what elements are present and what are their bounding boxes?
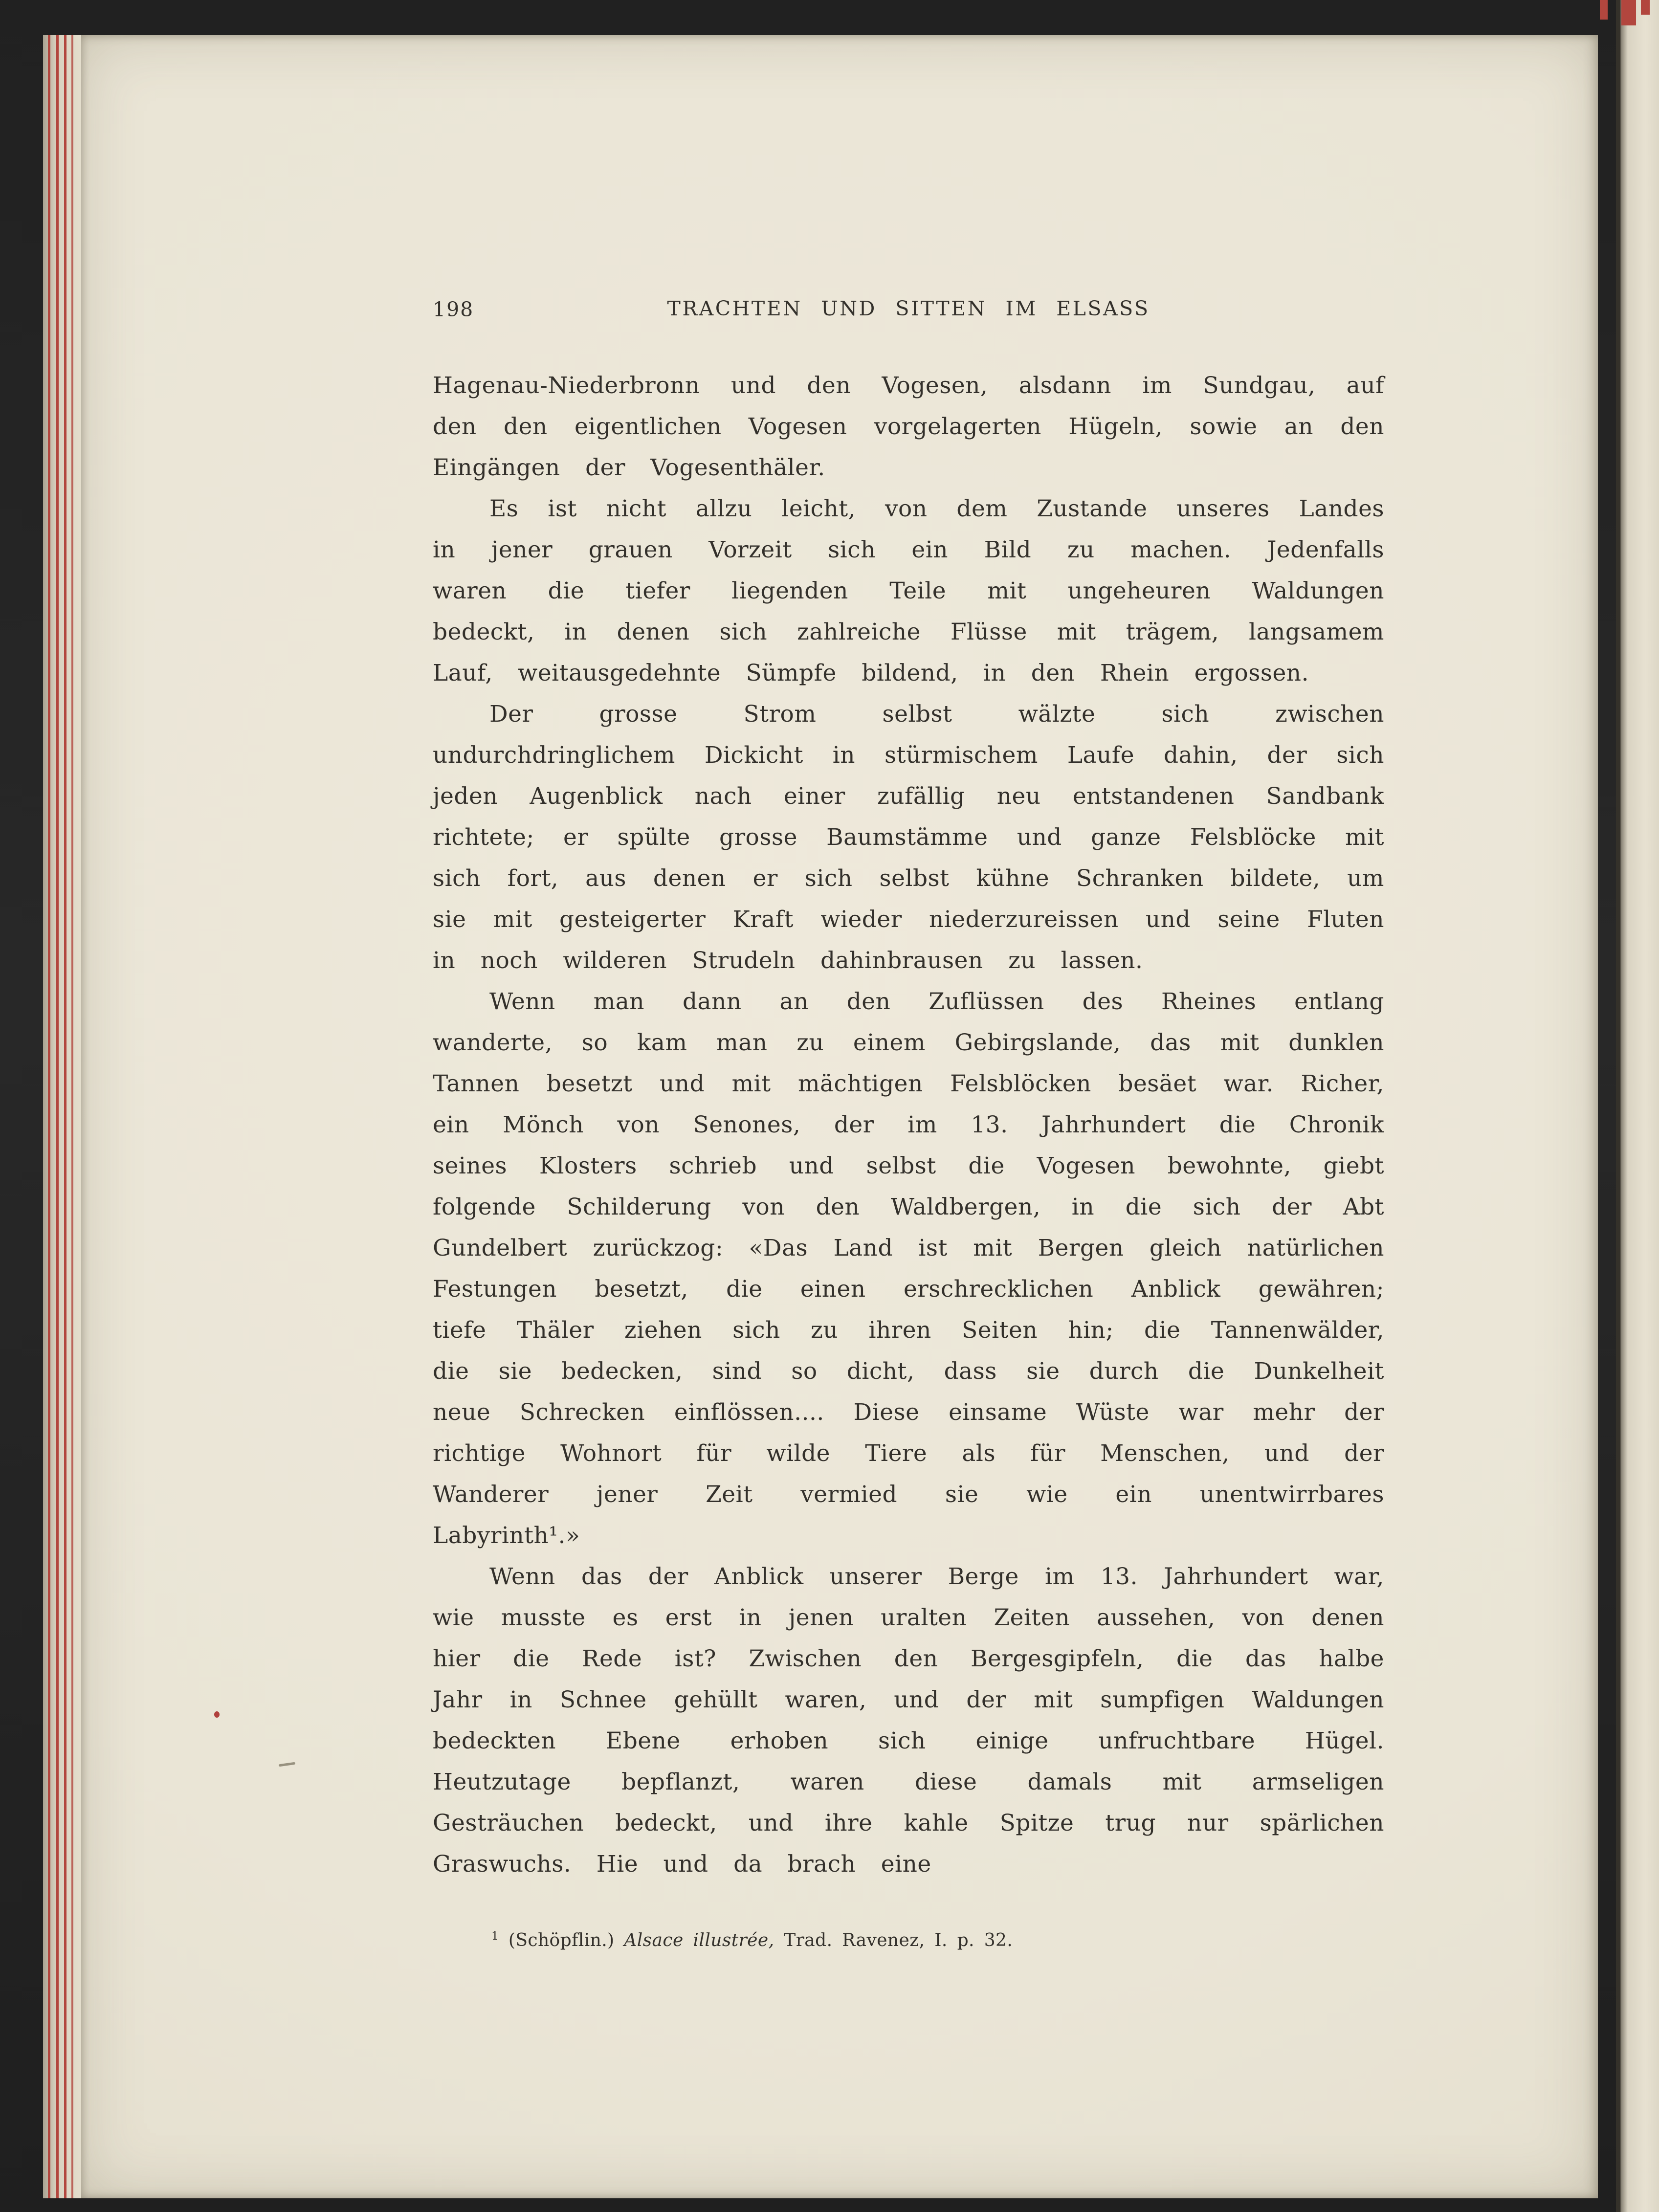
page-number: 198 [433, 298, 474, 321]
next-page-edge [1616, 0, 1659, 2212]
page-edge-red-mark [1600, 0, 1608, 20]
running-title: TRACHTEN UND SITTEN IM ELSASS [667, 297, 1150, 320]
paragraph: Es ist nicht allzu leicht, von dem Zustande unseres Landes in jener grauen Vorzeit sich ein Bild zu machen. Jedenfalls waren die tiefer liegenden Teile mit ungeheuren Waldungen bedeckt, in denen sich zahlreiche Flüsse mit trägem, langsamem Lauf, weitausgedehnte Sümpfe bildend, in den Rhein ergossen. [433, 495, 1384, 686]
spine-red-line [64, 35, 66, 2198]
book-page [81, 35, 1598, 2198]
page-header [433, 292, 1384, 326]
page-edge-red-mark [1621, 0, 1636, 25]
footnote-citation: Trad. Ravenez, I. p. 32. [774, 1930, 1013, 1950]
paragraph: Hagenau-Niederbronn und den Vogesen, alsdann im Sundgau, auf den den eigentlichen Vogesen vorgelagerten Hügeln, sowie an den Eingängen der Vogesenthäler. [433, 372, 1384, 481]
footnote-marker: 1 [491, 1930, 499, 1943]
spine-red-line [56, 35, 59, 2198]
text-block [433, 365, 1384, 1885]
spine-red-line [71, 35, 73, 2198]
spine-page-edges [43, 35, 81, 2198]
footnote [433, 1930, 1384, 1950]
footnote-work-title: Alsace illustrée, [624, 1930, 774, 1950]
pencil-mark [279, 1762, 295, 1767]
spine-red-line [48, 35, 50, 2198]
page-content [433, 292, 1384, 1950]
paragraph: Wenn man dann an den Zuflüssen des Rheines entlang wanderte, so kam man zu einem Gebirgslande, das mit dunklen Tannen besetzt und mit mächtigen Felsblöcken besäet war. Richer, ein Mönch von Senones, der im 13. Jahrhundert die Chronik seines Klosters schrieb und selbst die Vogesen bewohnte, giebt folgende Schilderung von den Waldbergen, in die sich der Abt Gundelbert zurückzog: «Das Land ist mit Bergen gleich natürlichen Festungen besetzt, die einen erschrecklichen Anblick gewähren; tiefe Thäler ziehen sich zu ihren Seiten hin; die Tannenwälder, die sie bedecken, sind so dicht, dass sie durch die Dunkelheit neue Schrecken einflössen.... Diese einsame Wüste war mehr der richtige Wohnort für wilde Tiere als für Menschen, und der Wanderer jener Zeit vermied sie wie ein unentwirrbares Labyrinth¹.» [433, 988, 1384, 1549]
paragraph: Wenn das der Anblick unserer Berge im 13. Jahrhundert war, wie musste es erst in jenen uralten Zeiten aussehen, von denen hier die Rede ist? Zwischen den Bergesgipfeln, die das halbe Jahr in Schnee gehüllt waren, und der mit sumpfigen Waldungen bedeckten Ebene erhoben sich einige unfruchtbare Hügel. Heutzutage bepflanzt, waren diese damals mit armseligen Gesträuchen bedeckt, und ihre kahle Spitze trug nur spärlichen Graswuchs. Hie und da brach eine [433, 1563, 1384, 1878]
footnote-source-label: (Schöpflin.) [499, 1930, 624, 1950]
page-edge-red-mark [1641, 0, 1650, 15]
paragraph: Der grosse Strom selbst wälzte sich zwischen undurchdringlichem Dickicht in stürmischem Laufe dahin, der sich jeden Augenblick nach einer zufällig neu entstandenen Sandbank richtete; er spülte grosse Baumstämme und ganze Felsblöcke mit sich fort, aus denen er sich selbst kühne Schranken bildete, um sie mit gesteigerter Kraft wieder niederzureissen und seine Fluten in noch wilderen Strudeln dahinbrausen zu lassen. [433, 701, 1384, 974]
ink-speck [214, 1711, 220, 1718]
